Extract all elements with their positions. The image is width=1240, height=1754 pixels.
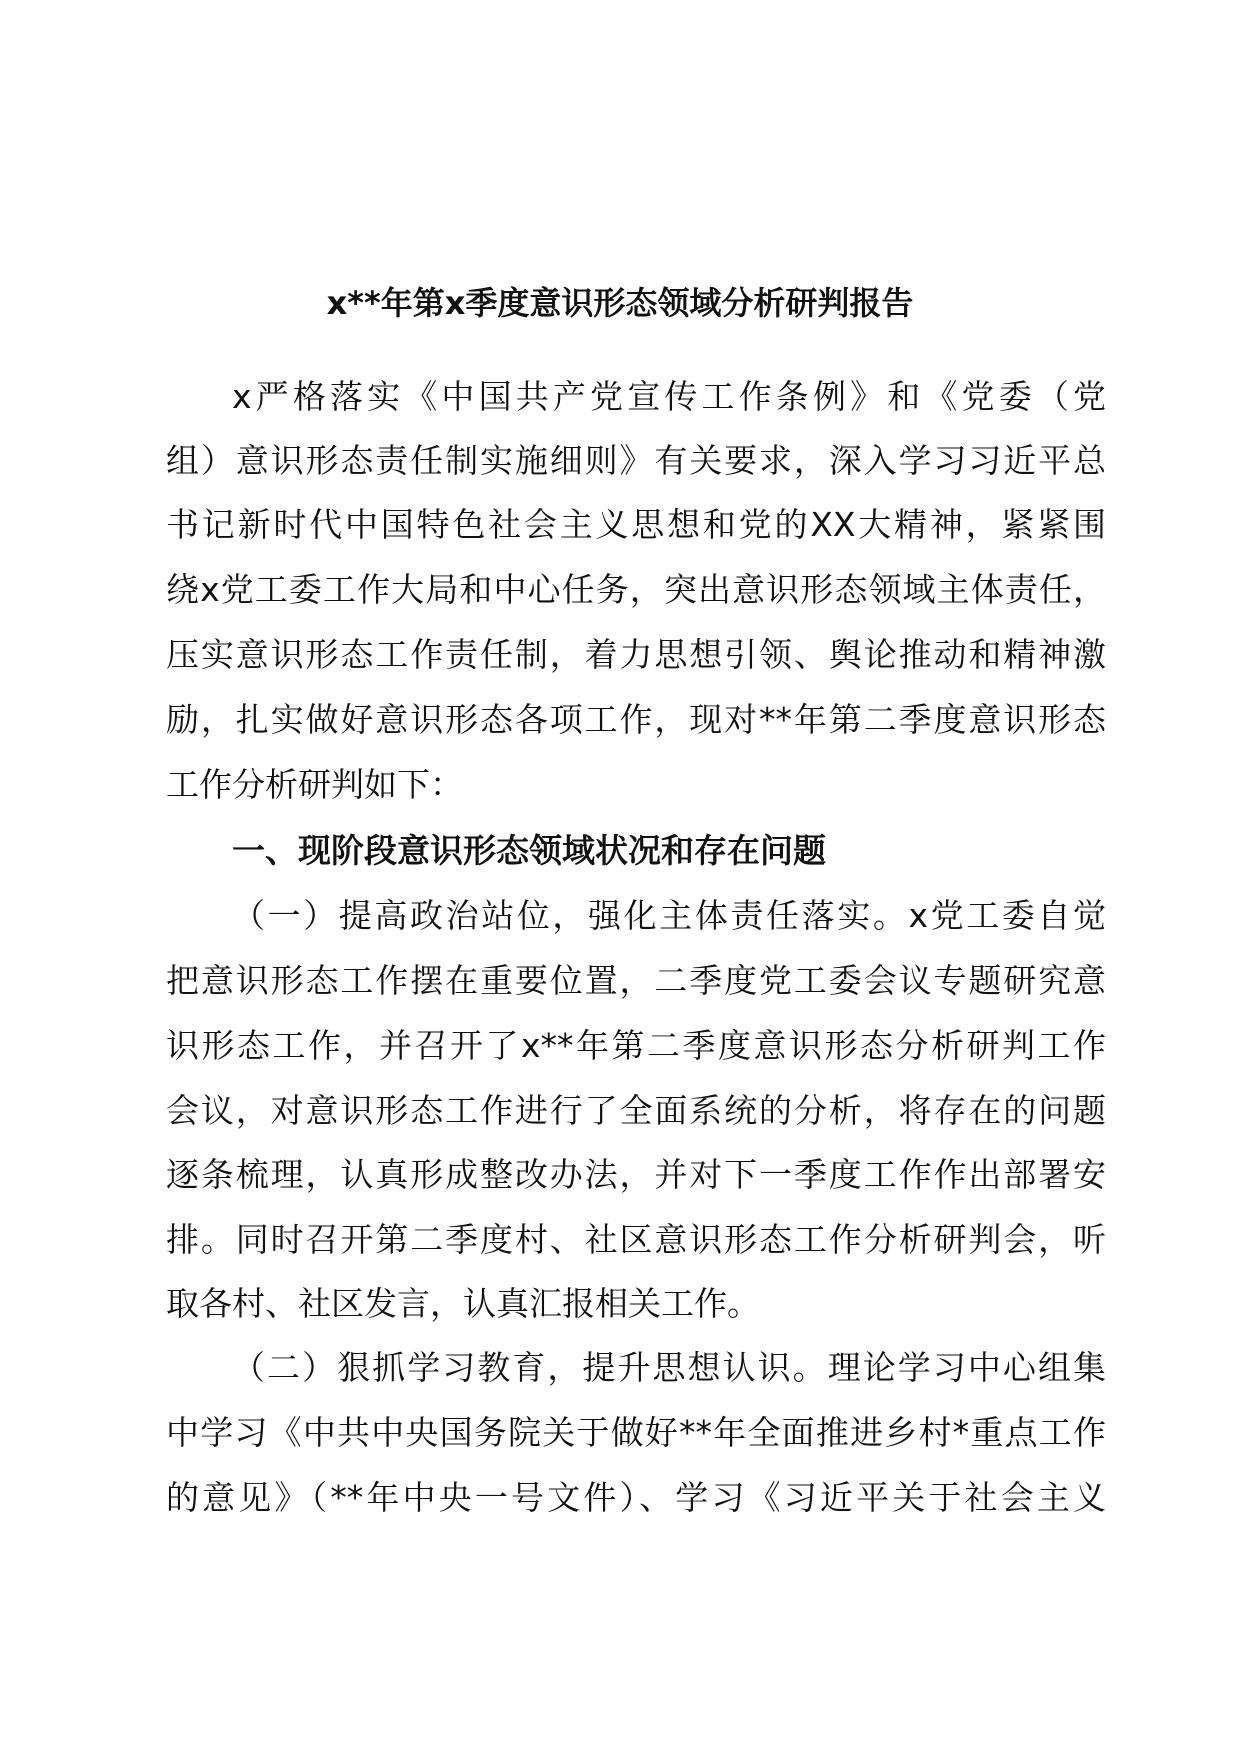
paragraph-line: （二）狠抓学习教育，提升思想认识。理论学习中心组集: [232, 1348, 1106, 1387]
paragraph-line: 绕x党工委工作大局和中心任务，突出意识形态领域主体责任，: [166, 570, 1106, 609]
paragraph-line: 排。同时召开第二季度村、社区意识形态工作分析研判会，听: [166, 1220, 1106, 1259]
paragraph-line: 组）意识形态责任制实施细则》有关要求，深入学习习近平总: [166, 441, 1106, 480]
paragraph-line: （一）提高政治站位，强化主体责任落实。x党工委自觉: [232, 896, 1106, 935]
paragraph-line: 逐条梳理，认真形成整改办法，并对下一季度工作作出部署安: [166, 1155, 1106, 1194]
paragraph-line: 压实意识形态工作责任制，着力思想引领、舆论推动和精神激: [166, 635, 1106, 674]
document-title: x**年第x季度意识形态领域分析研判报告: [326, 284, 914, 322]
paragraph-line: 书记新时代中国特色社会主义思想和党的XX大精神，紧紧围: [166, 505, 1106, 544]
paragraph-line: 工作分析研判如下：: [166, 765, 463, 804]
paragraph-line: 把意识形态工作摆在重要位置，二季度党工委会议专题研究意: [166, 961, 1106, 1000]
paragraph-line: 会议，对意识形态工作进行了全面系统的分析，将存在的问题: [166, 1091, 1106, 1130]
paragraph-line: x严格落实《中国共产党宣传工作条例》和《党委（党: [232, 377, 1106, 416]
paragraph-line: 中学习《中共中央国务院关于做好**年全面推进乡村*重点工作: [166, 1413, 1106, 1452]
paragraph-line: 的意见》（**年中央一号文件）、学习《习近平关于社会主义: [166, 1478, 1106, 1517]
paragraph-line: 识形态工作，并召开了x**年第二季度意识形态分析研判工作: [166, 1026, 1106, 1065]
section-heading: 一、现阶段意识形态领域状况和存在问题: [232, 831, 826, 870]
paragraph-line: 取各村、社区发言，认真汇报相关工作。: [166, 1284, 760, 1323]
paragraph-line: 励，扎实做好意识形态各项工作，现对**年第二季度意识形态: [166, 700, 1106, 739]
